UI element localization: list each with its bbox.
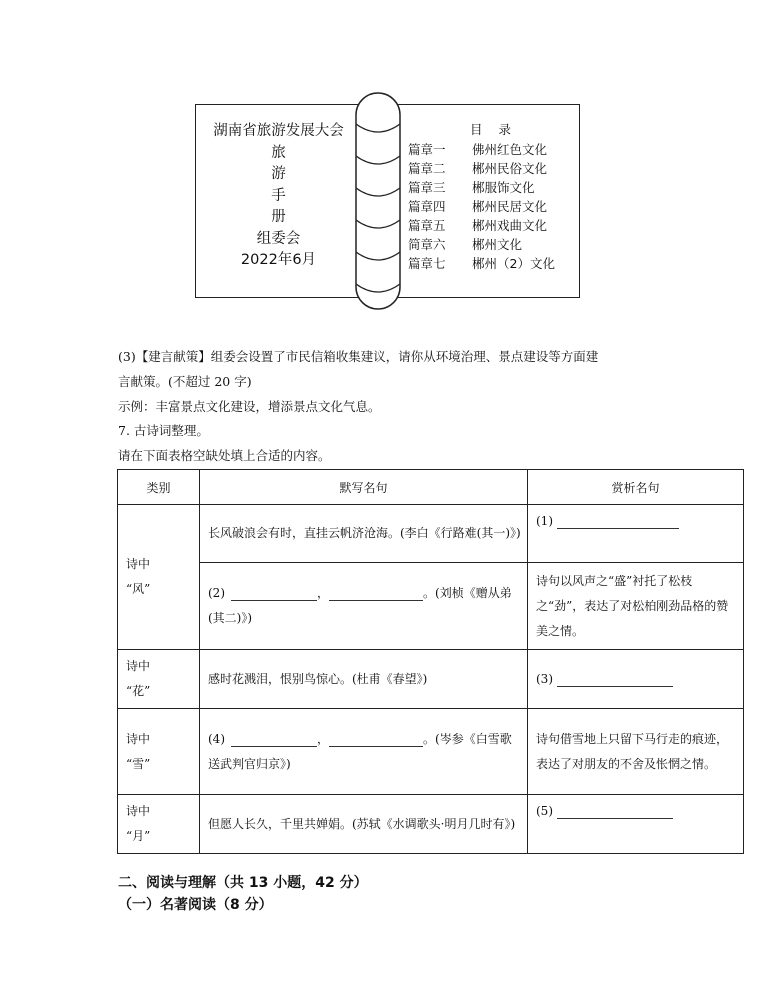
quote-cell: 但愿人长久，千里共婵娟。(苏轼《水调歌头·明月几时有》) [200,795,528,854]
quote-cell: (4) ， 。(岑参《白雪歌送武判官归京》) [200,709,528,795]
appreciation-cell: 诗句借雪地上只留下马行走的痕迹，表达了对朋友的不舍及怅惘之情。 [528,709,744,795]
header-category: 类别 [118,470,200,505]
toc-chapter: 简章六 [408,237,446,252]
poem-table [117,469,744,854]
question3-line2: 言献策。(不超过 20 字) [118,374,252,389]
toc-chapter: 篇章五 [408,218,446,233]
appreciation-cell: 诗句以风声之“盛”衬托了松枝之“劲”，表达了对松柏刚劲品格的赞美之情。 [528,563,744,650]
toc-item [408,159,547,177]
cover-line: 湖南省旅游发展大会 [213,123,344,139]
answer-cell [528,650,744,709]
blank-label: (3) [536,671,553,686]
blank-label: (2) [208,586,225,600]
answer-blank-4b[interactable] [329,732,423,747]
cover-line: 册 [271,209,286,225]
blank-label: (5) [536,804,553,818]
toc-item [408,254,555,272]
toc-chapter: 篇章七 [408,256,446,271]
answer-blank-3[interactable] [557,672,673,687]
toc-item [408,178,535,196]
toc-title: 目 录 [470,122,517,137]
subsection-title: （一）名著阅读（8 分） [118,897,273,913]
answer-cell [528,505,744,563]
answer-cell [528,795,744,854]
table-row [118,795,744,854]
category-moon: 诗中 “月” [118,795,200,854]
toc-item [408,235,522,253]
toc-chapter-title: 佛州红色文化 [472,142,548,157]
toc-chapter-title: 郴州民居文化 [472,199,548,214]
section-title: 二、阅读与理解（共 13 小题，42 分） [118,875,368,891]
header-appreciation: 赏析名句 [528,470,744,505]
toc-chapter: 篇章三 [408,180,446,195]
toc-chapter-title: 郴服饰文化 [472,180,535,195]
blank-label: (1) [536,514,553,528]
question7-instruction: 请在下面表格空缺处填上合适的内容。 [118,448,331,463]
table-header-row [118,470,744,505]
toc-item [408,140,547,158]
toc-chapter-title: 郴州戏曲文化 [472,218,548,233]
example-answer: 示例：丰富景点文化建设，增添景点文化气息。 [118,399,381,414]
question7-title: 7. 古诗词整理。 [118,423,209,438]
blank-label: (4) [208,731,225,746]
header-dictation: 默写名句 [200,470,528,505]
table-row [118,563,744,650]
cover-line: 旅 [271,144,286,161]
answer-blank-2b[interactable] [329,586,423,601]
cover-line: 手 [271,187,286,204]
category-wind: 诗中 “风” [118,505,200,650]
answer-blank-5[interactable] [557,804,673,819]
cover-line: 游 [271,166,286,182]
toc-chapter-title: 郴州文化 [472,237,523,252]
table-row [118,505,744,563]
answer-blank-4a[interactable] [231,732,317,747]
quote-source: 。(刘桢《赠从弟(其二)》) [208,586,512,625]
toc-chapter: 篇章四 [408,199,446,214]
answer-blank-1[interactable] [557,514,679,529]
toc-chapter: 篇章一 [408,142,446,157]
toc-item [408,216,547,234]
booklet-spine [355,92,401,310]
toc-chapter-title: 郴州（2）文化 [472,256,555,271]
cover-line: 2022年6月 [240,252,317,268]
brochure-cover [196,105,361,297]
category-flower: 诗中 “花” [118,650,200,709]
toc-item [408,197,547,215]
answer-blank-2a[interactable] [231,586,317,601]
question3-line1: (3)【建言献策】组委会设置了市民信箱收集建议，请你从环境治理、景点建设等方面建 [118,349,599,364]
table-row [118,709,744,795]
quote-source: 。(岑参《白雪歌送武判官归京》) [208,731,512,771]
toc-chapter: 篇章二 [408,161,446,176]
cover-line: 组委会 [256,230,301,247]
quote-cell: (2) ， 。(刘桢《赠从弟(其二)》) [200,563,528,650]
table-row [118,650,744,709]
quote-cell: 感时花溅泪，恨别鸟惊心。(杜甫《春望》) [200,650,528,709]
toc-chapter-title: 郴州民俗文化 [472,161,548,176]
category-snow: 诗中 “雪” [118,709,200,795]
quote-cell: 长风破浪会有时，直挂云帆济沧海。(李白《行路难(其一)》) [200,505,528,563]
